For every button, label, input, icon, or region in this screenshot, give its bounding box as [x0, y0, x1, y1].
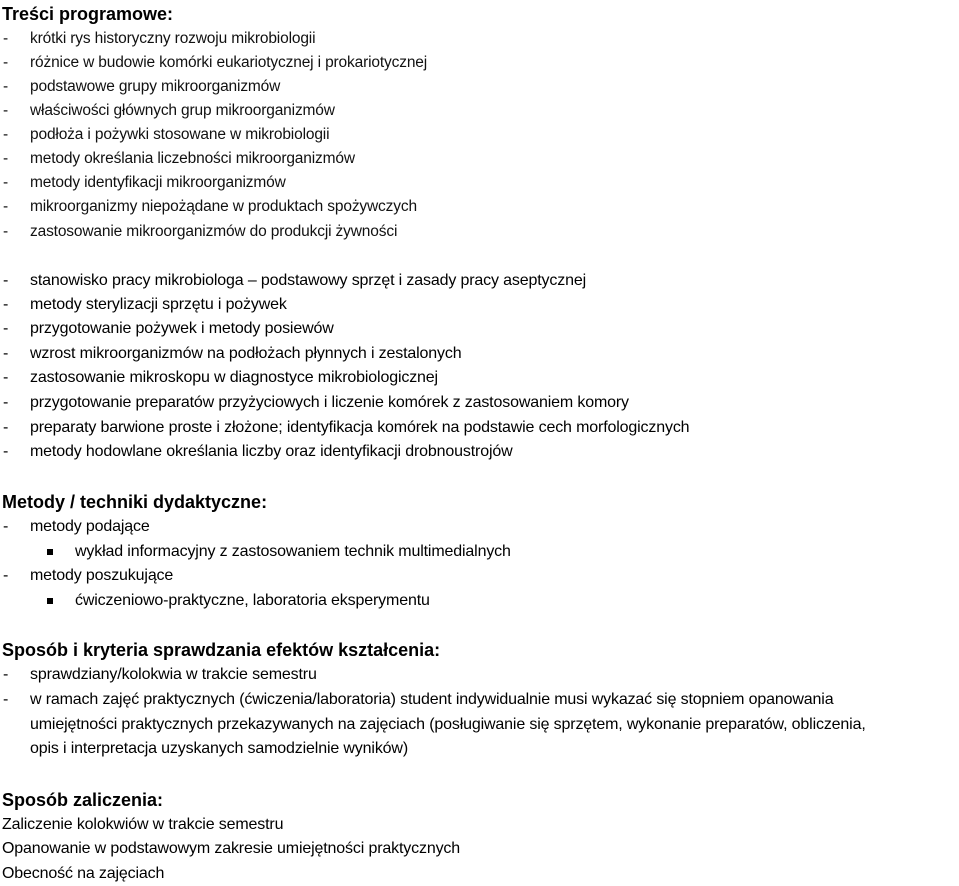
heading-kryteria: Sposób i kryteria sprawdzania efektów kształcenia:	[2, 640, 441, 660]
paragraph-line: Opanowanie w podstawowym zakresie umiejętności praktycznych	[2, 840, 461, 857]
heading-tresci-programowe: Treści programowe:	[2, 4, 174, 24]
square-bullet-icon	[47, 549, 53, 555]
square-bullet-icon	[47, 598, 53, 604]
paragraph-line: Zaliczenie kolokwiów w trakcie semestru	[2, 816, 284, 833]
heading-sposob-zaliczenia: Sposób zaliczenia:	[2, 790, 164, 810]
heading-metody-techniki: Metody / techniki dydaktyczne:	[2, 492, 268, 512]
document-page: Treści programowe: - krótki rys historyczny rozwoju mikrobiologii - różnice w budowie komórki eukariotycznej i prokariotycznej - podstawowe grupy mikroorganizmów - właściwości głównych grup mikroorganizmów - podłoża i pożywki stosowane w mikrobiologii - metody określania liczebności mikroorganizmów - metody identyfikacji mikroorganizmów - mikroorganizmy niepożądane w produktach spożywczych - zastosowanie mikroorganizmów do produkcji żywności - stanowisko pracy mikrobiologa – podstawowy sprzęt i zasady pracy aseptycznej - metody sterylizacji sprzętu i pożywek - przygotowanie pożywek i metody posiewów - wzrost mikroorganizmów na podłożach płynnych i zestalonych - zastosowanie mikroskopu w diagnostyce mikrobiologicznej - przygotowanie preparatów przyżyciowych i liczenie komórek z zastosowaniem komory - preparaty barwione proste i złożone; identyfikacja komórek na podstawie cech morfologicznych - metody hodowlane określania liczby oraz identyfikacji drobnoustrojów Metody / techniki dydaktyczne: - metody podające wykład informacyjny z zastosowaniem technik multimedialnych - metody poszukujące ćwiczeniowo-praktyczne, laboratoria eksperymentu Sposób i kryteria sprawdzania efektów kształcenia: - sprawdziany/kolokwia w trakcie semestru - w ramach zajęć praktycznych (ćwiczenia/laboratoria) student indywidualnie musi wykazać się stopniem opanowania umiejętności praktycznych przekazywanych na zajęciach (posługiwanie się sprzętem, wykonanie preparatów, obliczenia, opis i interpretacja uzyskanych samodzielnie wyników) Sposób zaliczenia: Zaliczenie kolokwiów w trakcie semestru Opanowanie w podstawowym zakresie umiejętności praktycznych Obecność na zajęciach	[2, 4, 866, 882]
paragraph-line: Obecność na zajęciach	[2, 865, 165, 882]
